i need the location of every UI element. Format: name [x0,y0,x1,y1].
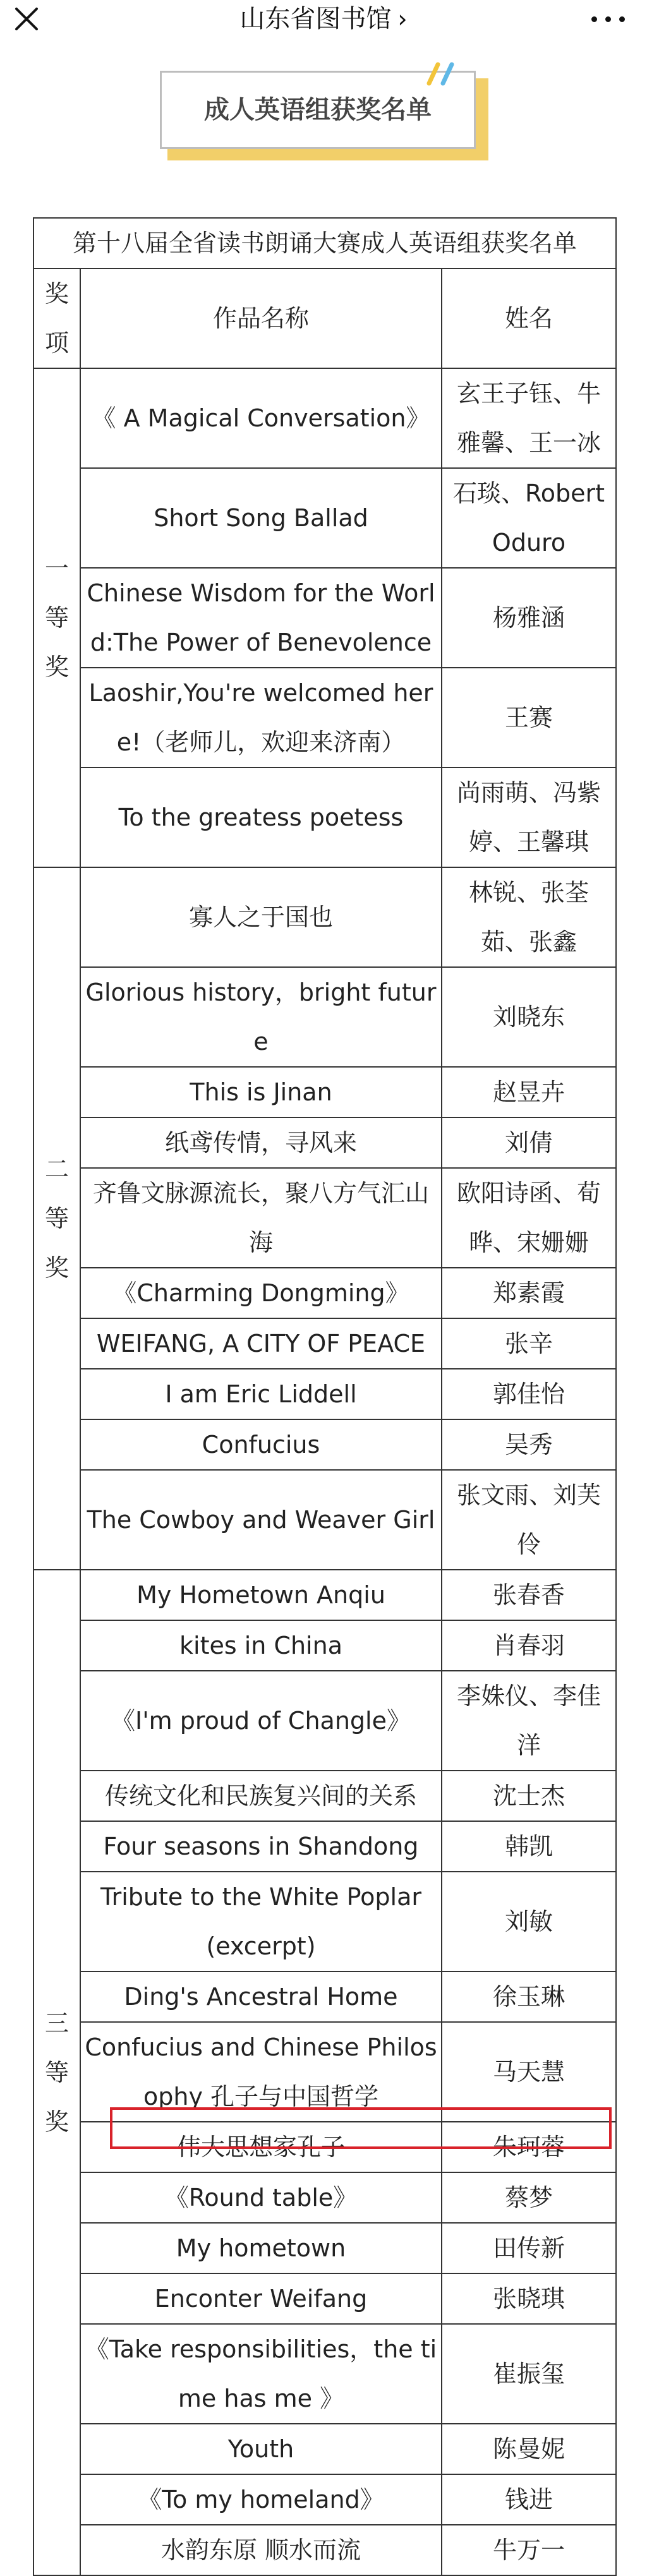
work-title: 伟大思想家孔子 [80,2122,442,2172]
rank-char: 三 [44,2009,69,2037]
work-title: 纸鸢传情，寻风来 [80,1117,442,1168]
table-row [33,2525,616,2575]
winner-name: 王赛 [442,668,616,767]
winner-name: 钱进 [442,2474,616,2525]
winner-name: 郑素霞 [442,1268,616,1318]
winner-name: 崔振玺 [442,2324,616,2424]
winner-name: 张晓琪 [442,2273,616,2324]
table-row [33,967,616,1067]
winner-name: 张辛 [442,1318,616,1369]
table-row [33,1419,616,1470]
winner-name: 刘倩 [442,1117,616,1168]
table-row [33,568,616,668]
work-title: WEIFANG, A CITY OF PEACE [80,1318,442,1369]
table-row [33,1470,616,1570]
header-rank-char: 奖 [44,280,69,308]
table-row [33,1821,616,1872]
table-row [33,2324,616,2424]
header-name: 姓名 [442,268,616,368]
winner-name: 赵昱卉 [442,1067,616,1117]
table-row [33,2022,616,2122]
table-caption: 第十八届全省读书朗诵大赛成人英语组获奖名单 [33,218,616,268]
winner-name: 尚雨萌、冯紫婷、王馨琪 [442,767,616,867]
work-title: 《Take responsibilities，the time has me 》 [80,2324,442,2424]
work-title: Glorious history，bright future [80,967,442,1067]
winner-name: 韩凯 [442,1821,616,1872]
table-row [33,368,616,468]
work-title: Ding's Ancestral Home [80,1971,442,2022]
work-title: 《To my homeland》 [80,2474,442,2525]
work-title: 水韵东原 顺水而流 [80,2525,442,2575]
table-row [33,2474,616,2525]
winner-name: 田传新 [442,2223,616,2273]
table-row [33,1872,616,1971]
work-title: 《I'm proud of Changle》 [80,1671,442,1771]
winner-name: 徐玉琳 [442,1971,616,2022]
work-title: Chinese Wisdom for the World:The Power of Benevolence [80,568,442,668]
section-banner-label: 成人英语组获奖名单 [204,95,432,124]
work-title: To the greatess poetess [80,767,442,867]
work-title: 传统文化和民族复兴间的关系 [80,1771,442,1821]
work-title: I am Eric Liddell [80,1369,442,1419]
work-title: Enconter Weifang [80,2273,442,2324]
winner-name: 马天慧 [442,2022,616,2122]
table-row [33,767,616,867]
rank-char: 等 [44,2059,69,2086]
work-title: Laoshir,You're welcomed here!（老师儿，欢迎来济南） [80,668,442,767]
table-row [33,1067,616,1117]
rank-cell [33,368,80,867]
rank-char: 等 [44,1205,69,1232]
work-title: 《Charming Dongming》 [80,1268,442,1318]
winner-name: 林锐、张荃茹、张鑫 [442,867,616,967]
winner-name: 杨雅涵 [442,568,616,668]
chevron-right-icon: › [397,5,408,33]
rank-char: 一 [44,555,69,582]
rank-char: 奖 [44,653,69,681]
header-rank-char: 项 [44,329,69,357]
table-row [33,1771,616,1821]
work-title: Four seasons in Shandong [80,1821,442,1872]
table-row [33,668,616,767]
table-row [33,1268,616,1318]
section-banner [160,71,487,160]
top-bar [0,0,647,39]
table-row [33,2172,616,2223]
header-rank [33,268,80,368]
table-row [33,2424,616,2474]
winner-name: 牛万一 [442,2525,616,2575]
account-name: 山东省图书馆 [239,4,392,33]
table-row [33,468,616,568]
winner-name: 吴秀 [442,1419,616,1470]
header-work: 作品名称 [80,268,442,368]
rank-cell [33,1570,80,2575]
table-row [33,1971,616,2022]
table-row [33,1620,616,1671]
work-title: 齐鲁文脉源流长，聚八方气汇山海 [80,1168,442,1268]
work-title: My hometown [80,2223,442,2273]
winner-name: 郭佳怡 [442,1369,616,1419]
work-title: Short Song Ballad [80,468,442,568]
winner-name: 沈士杰 [442,1771,616,1821]
work-title: 《Round table》 [80,2172,442,2223]
winner-name: 蔡梦 [442,2172,616,2223]
rank-char: 奖 [44,2108,69,2136]
rank-char: 奖 [44,1254,69,1282]
winner-name: 欧阳诗函、荀晔、宋姗姗 [442,1168,616,1268]
table-row [33,2273,616,2324]
work-title: Confucius [80,1419,442,1470]
winner-name: 朱珂蓉 [442,2122,616,2172]
rank-cell [33,867,80,1570]
winner-name: 石琰、Robert Oduro [442,468,616,568]
table-row [33,1671,616,1771]
banner-stripes-icon [424,61,462,86]
table-row [33,1570,616,1620]
table-row [33,2223,616,2273]
table-row [33,867,616,967]
work-title: Youth [80,2424,442,2474]
table-row [33,1117,616,1168]
work-title: This is Jinan [80,1067,442,1117]
winner-name: 李姝仪、李佳洋 [442,1671,616,1771]
winner-name: 刘晓东 [442,967,616,1067]
work-title: kites in China [80,1620,442,1671]
work-title: 寡人之于国也 [80,867,442,967]
awards-table [33,217,617,2576]
work-title: Tribute to the White Poplar (excerpt) [80,1872,442,1971]
winner-name: 陈曼妮 [442,2424,616,2474]
work-title: 《 A Magical Conversation》 [80,368,442,468]
winner-name: 肖春羽 [442,1620,616,1671]
winner-name: 玄王子钰、牛雅馨、王一冰 [442,368,616,468]
winner-name: 刘敏 [442,1872,616,1971]
work-title: Confucius and Chinese Philosophy 孔子与中国哲学 [80,2022,442,2122]
more-button[interactable] [586,6,631,32]
work-title: The Cowboy and Weaver Girl [80,1470,442,1570]
table-row [33,2122,616,2172]
account-title[interactable] [0,4,647,34]
winner-name: 张文雨、刘芙伶 [442,1470,616,1570]
work-title: My Hometown Anqiu [80,1570,442,1620]
table-row [33,1369,616,1419]
table-row [33,1168,616,1268]
rank-char: 等 [44,604,69,632]
table-row [33,1318,616,1369]
rank-char: 二 [44,1155,69,1183]
winner-name: 张春香 [442,1570,616,1620]
